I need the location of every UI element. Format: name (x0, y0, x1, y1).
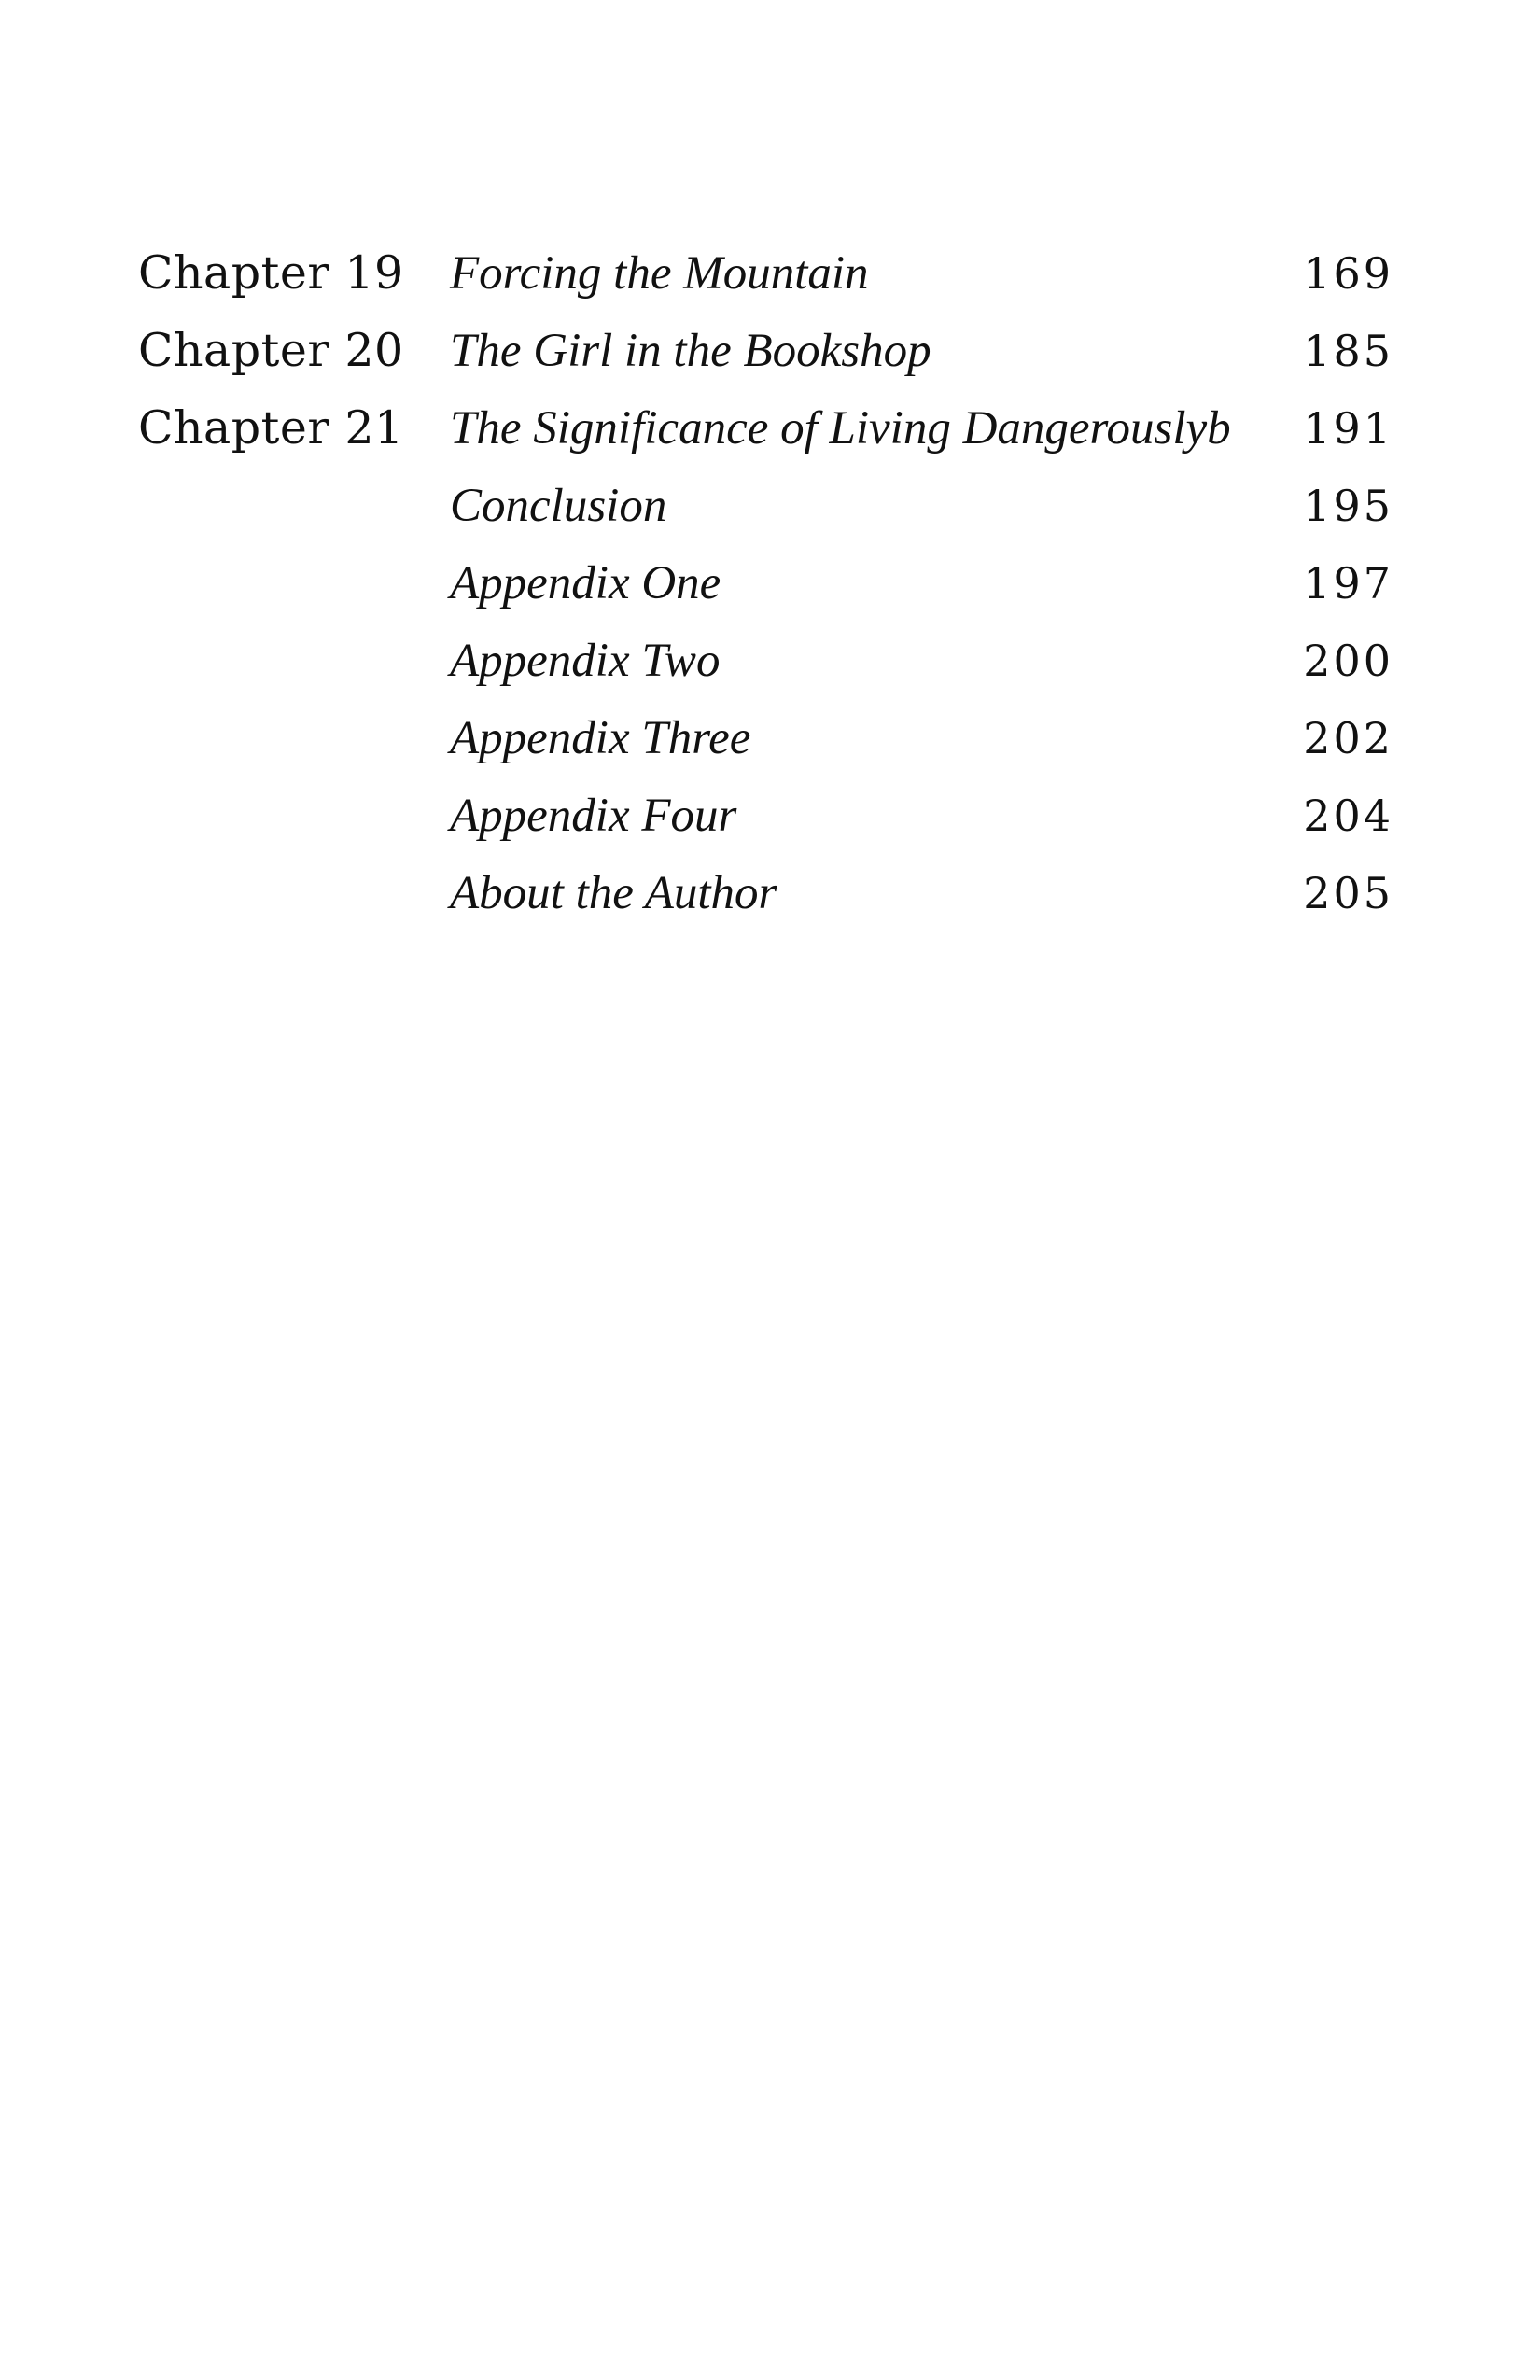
toc-entry (138, 551, 1393, 628)
page-number: 185 (1303, 326, 1393, 376)
toc-entry (138, 861, 1393, 938)
page-number: 200 (1303, 636, 1393, 686)
entry-title: About the Author (450, 867, 777, 919)
page-number: 197 (1303, 558, 1393, 609)
toc-entry (138, 628, 1393, 706)
entry-title: Forcing the Mountain (450, 247, 869, 300)
toc-entry (138, 706, 1393, 783)
table-of-contents (138, 241, 1393, 938)
entry-title: Appendix Two (450, 635, 721, 687)
page-number: 195 (1303, 481, 1393, 531)
entry-title: Appendix One (450, 557, 721, 609)
chapter-label: Chapter 19 (138, 246, 404, 300)
toc-entry (138, 318, 1393, 396)
entry-title: Appendix Four (450, 790, 737, 842)
toc-entry (138, 783, 1393, 861)
entry-title: The Significance of Living Dangerouslyb (450, 402, 1231, 455)
toc-entry (138, 473, 1393, 551)
toc-entry (138, 396, 1393, 473)
page-number: 202 (1303, 713, 1393, 763)
page-number: 191 (1303, 403, 1393, 454)
chapter-label: Chapter 20 (138, 324, 404, 377)
page-number: 169 (1303, 248, 1393, 299)
page-number: 204 (1303, 791, 1393, 841)
entry-title: The Girl in the Bookshop (450, 325, 931, 377)
chapter-label: Chapter 21 (138, 401, 404, 455)
page-number: 205 (1303, 868, 1393, 918)
toc-entry (138, 241, 1393, 318)
entry-title: Conclusion (450, 480, 667, 532)
entry-title: Appendix Three (450, 712, 751, 764)
